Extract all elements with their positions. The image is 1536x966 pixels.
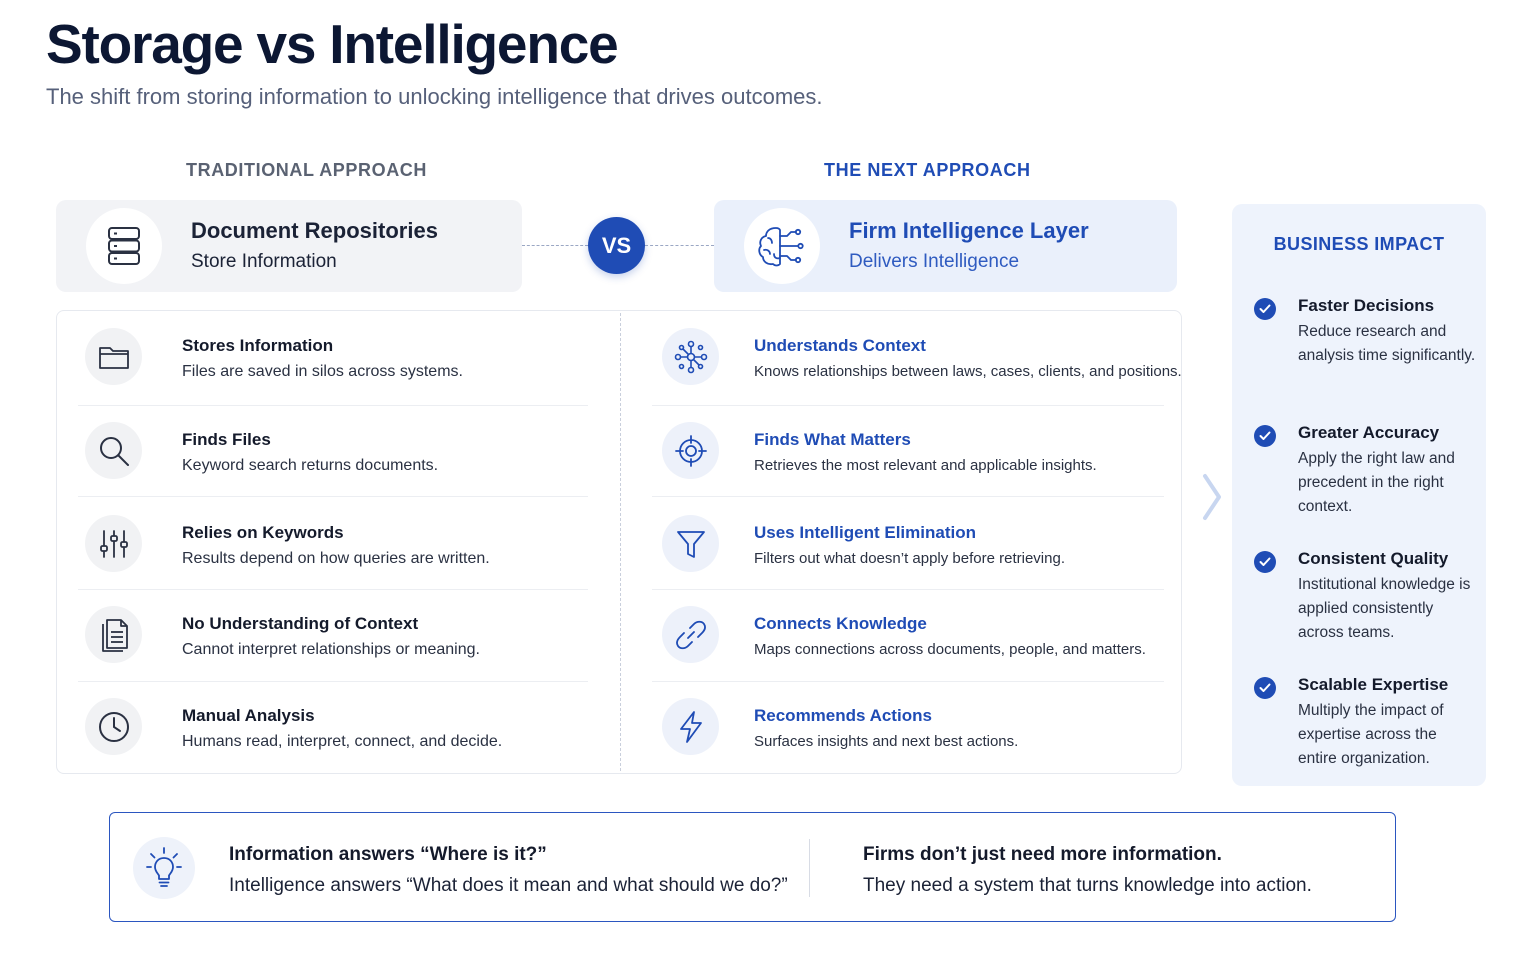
- page-subtitle: The shift from storing information to unlocking intelligence that drives outcomes.: [46, 84, 823, 109]
- item-description: Files are saved in silos across systems.: [182, 363, 463, 380]
- impact-title: Consistent Quality: [1298, 549, 1449, 568]
- sliders-icon: [85, 515, 142, 572]
- row-divider: [78, 589, 588, 590]
- document-icon: [85, 606, 142, 663]
- summary-callout: [109, 812, 1396, 922]
- item-description: Humans read, interpret, connect, and decide.: [182, 733, 503, 750]
- callout-right-title: Firms don’t just need more information.: [863, 844, 1222, 865]
- traditional-item: [85, 606, 590, 666]
- clock-icon: [85, 698, 142, 755]
- lightbulb-icon: [133, 837, 195, 899]
- item-title: Uses Intelligent Elimination: [754, 523, 976, 542]
- impact-description: Multiply the impact of expertise across the entire organization.: [1298, 702, 1444, 767]
- search-icon: [85, 422, 142, 479]
- item-description: Maps connections across documents, people, and matters.: [754, 641, 1146, 658]
- impact-title: Scalable Expertise: [1298, 675, 1449, 694]
- check-icon: [1254, 677, 1276, 699]
- row-divider: [652, 405, 1164, 406]
- connector-line-left: [522, 245, 588, 246]
- traditional-item: [85, 422, 590, 482]
- traditional-heading: TRADITIONAL APPROACH: [186, 160, 427, 180]
- traditional-hero-subtitle: Store Information: [191, 251, 337, 272]
- row-divider: [78, 681, 588, 682]
- callout-left-description: Intelligence answers “What does it mean and what should we do?”: [229, 875, 788, 896]
- traditional-item: [85, 328, 590, 388]
- filter-icon: [662, 515, 719, 572]
- item-description: Knows relationships between laws, cases, clients, and positions.: [754, 363, 1182, 380]
- next-heading: THE NEXT APPROACH: [824, 160, 1031, 180]
- business-impact-panel: [1232, 204, 1486, 786]
- next-hero-subtitle: Delivers Intelligence: [849, 251, 1020, 272]
- lightning-icon: [662, 698, 719, 755]
- item-title: Manual Analysis: [182, 706, 315, 725]
- callout-left-title: Information answers “Where is it?”: [229, 844, 547, 865]
- check-icon: [1254, 425, 1276, 447]
- item-description: Filters out what doesn’t apply before retrieving.: [754, 550, 1065, 567]
- traditional-item: [85, 698, 590, 758]
- item-description: Retrieves the most relevant and applicable insights.: [754, 457, 1097, 474]
- row-divider: [78, 496, 588, 497]
- vs-badge: VS: [588, 217, 645, 274]
- check-icon: [1254, 298, 1276, 320]
- item-title: Understands Context: [754, 336, 926, 355]
- item-title: Stores Information: [182, 336, 334, 355]
- item-description: Results depend on how queries are written.: [182, 550, 490, 567]
- database-icon: [86, 208, 162, 284]
- item-description: Surfaces insights and next best actions.: [754, 733, 1019, 750]
- item-title: Finds What Matters: [754, 430, 911, 449]
- traditional-item: [85, 515, 590, 575]
- next-item: [662, 328, 1182, 388]
- impact-description: Apply the right law and precedent in the right context.: [1298, 450, 1455, 515]
- check-icon: [1254, 551, 1276, 573]
- item-title: No Understanding of Context: [182, 614, 419, 633]
- business-impact-heading: BUSINESS IMPACT: [1273, 234, 1445, 254]
- traditional-hero-card: [56, 200, 522, 292]
- next-hero-card: [714, 200, 1177, 292]
- item-title: Finds Files: [182, 430, 271, 449]
- link-icon: [662, 606, 719, 663]
- row-divider: [652, 681, 1164, 682]
- next-hero-title: Firm Intelligence Layer: [849, 218, 1089, 243]
- item-description: Keyword search returns documents.: [182, 457, 439, 474]
- callout-right-description: They need a system that turns knowledge into action.: [863, 875, 1312, 896]
- next-item: [662, 698, 1167, 758]
- impact-title: Faster Decisions: [1298, 296, 1435, 315]
- item-description: Cannot interpret relationships or meaning.: [182, 641, 480, 658]
- impact-title: Greater Accuracy: [1298, 423, 1440, 442]
- column-divider: [620, 313, 621, 771]
- impact-description: Institutional knowledge is applied consistently across teams.: [1298, 576, 1471, 641]
- chevron-right-icon: [1199, 472, 1225, 522]
- item-title: Connects Knowledge: [754, 614, 927, 633]
- brain-circuit-icon: [744, 208, 820, 284]
- item-title: Recommends Actions: [754, 706, 932, 725]
- folder-icon: [85, 328, 142, 385]
- impact-description: Reduce research and analysis time significantly.: [1298, 323, 1476, 364]
- target-icon: [662, 422, 719, 479]
- network-icon: [662, 328, 719, 385]
- next-item: [662, 606, 1167, 666]
- item-title: Relies on Keywords: [182, 523, 344, 542]
- connector-line-right: [645, 245, 714, 246]
- traditional-hero-title: Document Repositories: [191, 218, 438, 243]
- row-divider: [652, 589, 1164, 590]
- page-title: Storage vs Intelligence: [46, 13, 618, 75]
- next-item: [662, 515, 1167, 575]
- next-item: [662, 422, 1167, 482]
- row-divider: [78, 405, 588, 406]
- row-divider: [652, 496, 1164, 497]
- callout-divider: [809, 839, 810, 897]
